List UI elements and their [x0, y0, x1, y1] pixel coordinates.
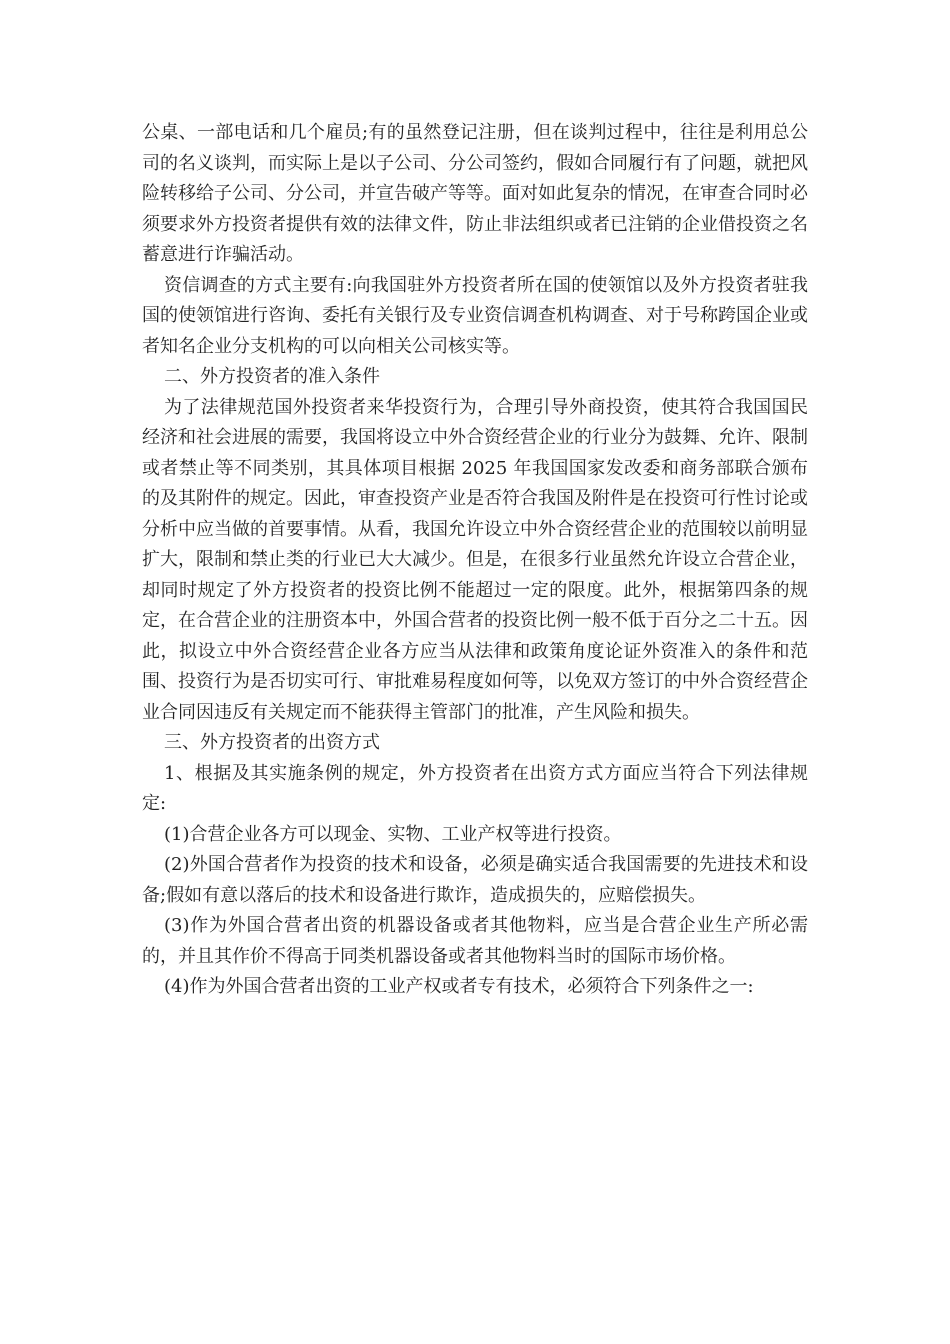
paragraph-3: 为了法律规范国外投资者来华投资行为，合理引导外商投资，使其符合我国国民经济和社会进展的需要，我国将设立中外合资经营企业的行业分为鼓舞、允许、限制或者禁止等不同类别，其具体项目根据 2025 年我国国家发改委和商务部联合颁布的及其附件的规定。因此，审查投资产业是否符合我国及附件是在投资可行性讨论或分析中应当做的首要事情。从看，我国允许设立中外合资经营企业的范围较以前明显扩大，限制和禁止类的行业已大大减少。但是，在很多行业虽然允许设立合营企业，却同时规定了外方投资者的投资比例不能超过一定的限度。此外，根据第四条的规定，在合营企业的注册资本中，外国合营者的投资比例一般不低于百分之二十五。因此，拟设立中外合资经营企业各方应当从法律和政策角度论证外资准入的条件和范围、投资行为是否切实可行、审批难易程度如何等，以免双方签订的中外合资经营企业合同因违反有关规定而不能获得主管部门的批准，产生风险和损失。 [142, 396, 808, 723]
paragraph-2: 资信调查的方式主要有:向我国驻外方投资者所在国的使领馆以及外方投资者驻我国的使领馆进行咨询、委托有关银行及专业资信调查机构调查、对于号称跨国企业或者知名企业分支机构的可以向相关公司核实等。 [142, 274, 808, 357]
list-item-2: (2)外国合营者作为投资的技术和设备，必须是确实适合我国需要的先进技术和设备;假如有意以落后的技术和设备进行欺诈，造成损失的，应赔偿损失。 [142, 854, 808, 906]
list-item-3: (3)作为外国合营者出资的机器设备或者其他物料，应当是合营企业生产所必需的，并且其作价不得高于同类机器设备或者其他物料当时的国际市场价格。 [142, 915, 808, 967]
document-page [142, 118, 808, 1003]
section-heading-3: 三、外方投资者的出资方式 [164, 732, 380, 753]
paragraph-1: 公桌、一部电话和几个雇员;有的虽然登记注册，但在谈判过程中，往往是利用总公司的名义谈判，而实际上是以子公司、分公司签约，假如合同履行有了问题，就把风险转移给子公司、分公司，并宣告破产等等。面对如此复杂的情况，在审查合同时必须要求外方投资者提供有效的法律文件，防止非法组织或者已注销的企业借投资之名蓄意进行诈骗活动。 [142, 122, 808, 265]
paragraph-4: 1、根据及其实施条例的规定，外方投资者在出资方式方面应当符合下列法律规定: [142, 762, 808, 814]
section-heading-2: 二、外方投资者的准入条件 [164, 366, 380, 387]
list-item-1: (1)合营企业各方可以现金、实物、工业产权等进行投资。 [164, 823, 622, 845]
list-item-4: (4)作为外国合营者出资的工业产权或者专有技术，必须符合下列条件之一: [164, 976, 754, 997]
